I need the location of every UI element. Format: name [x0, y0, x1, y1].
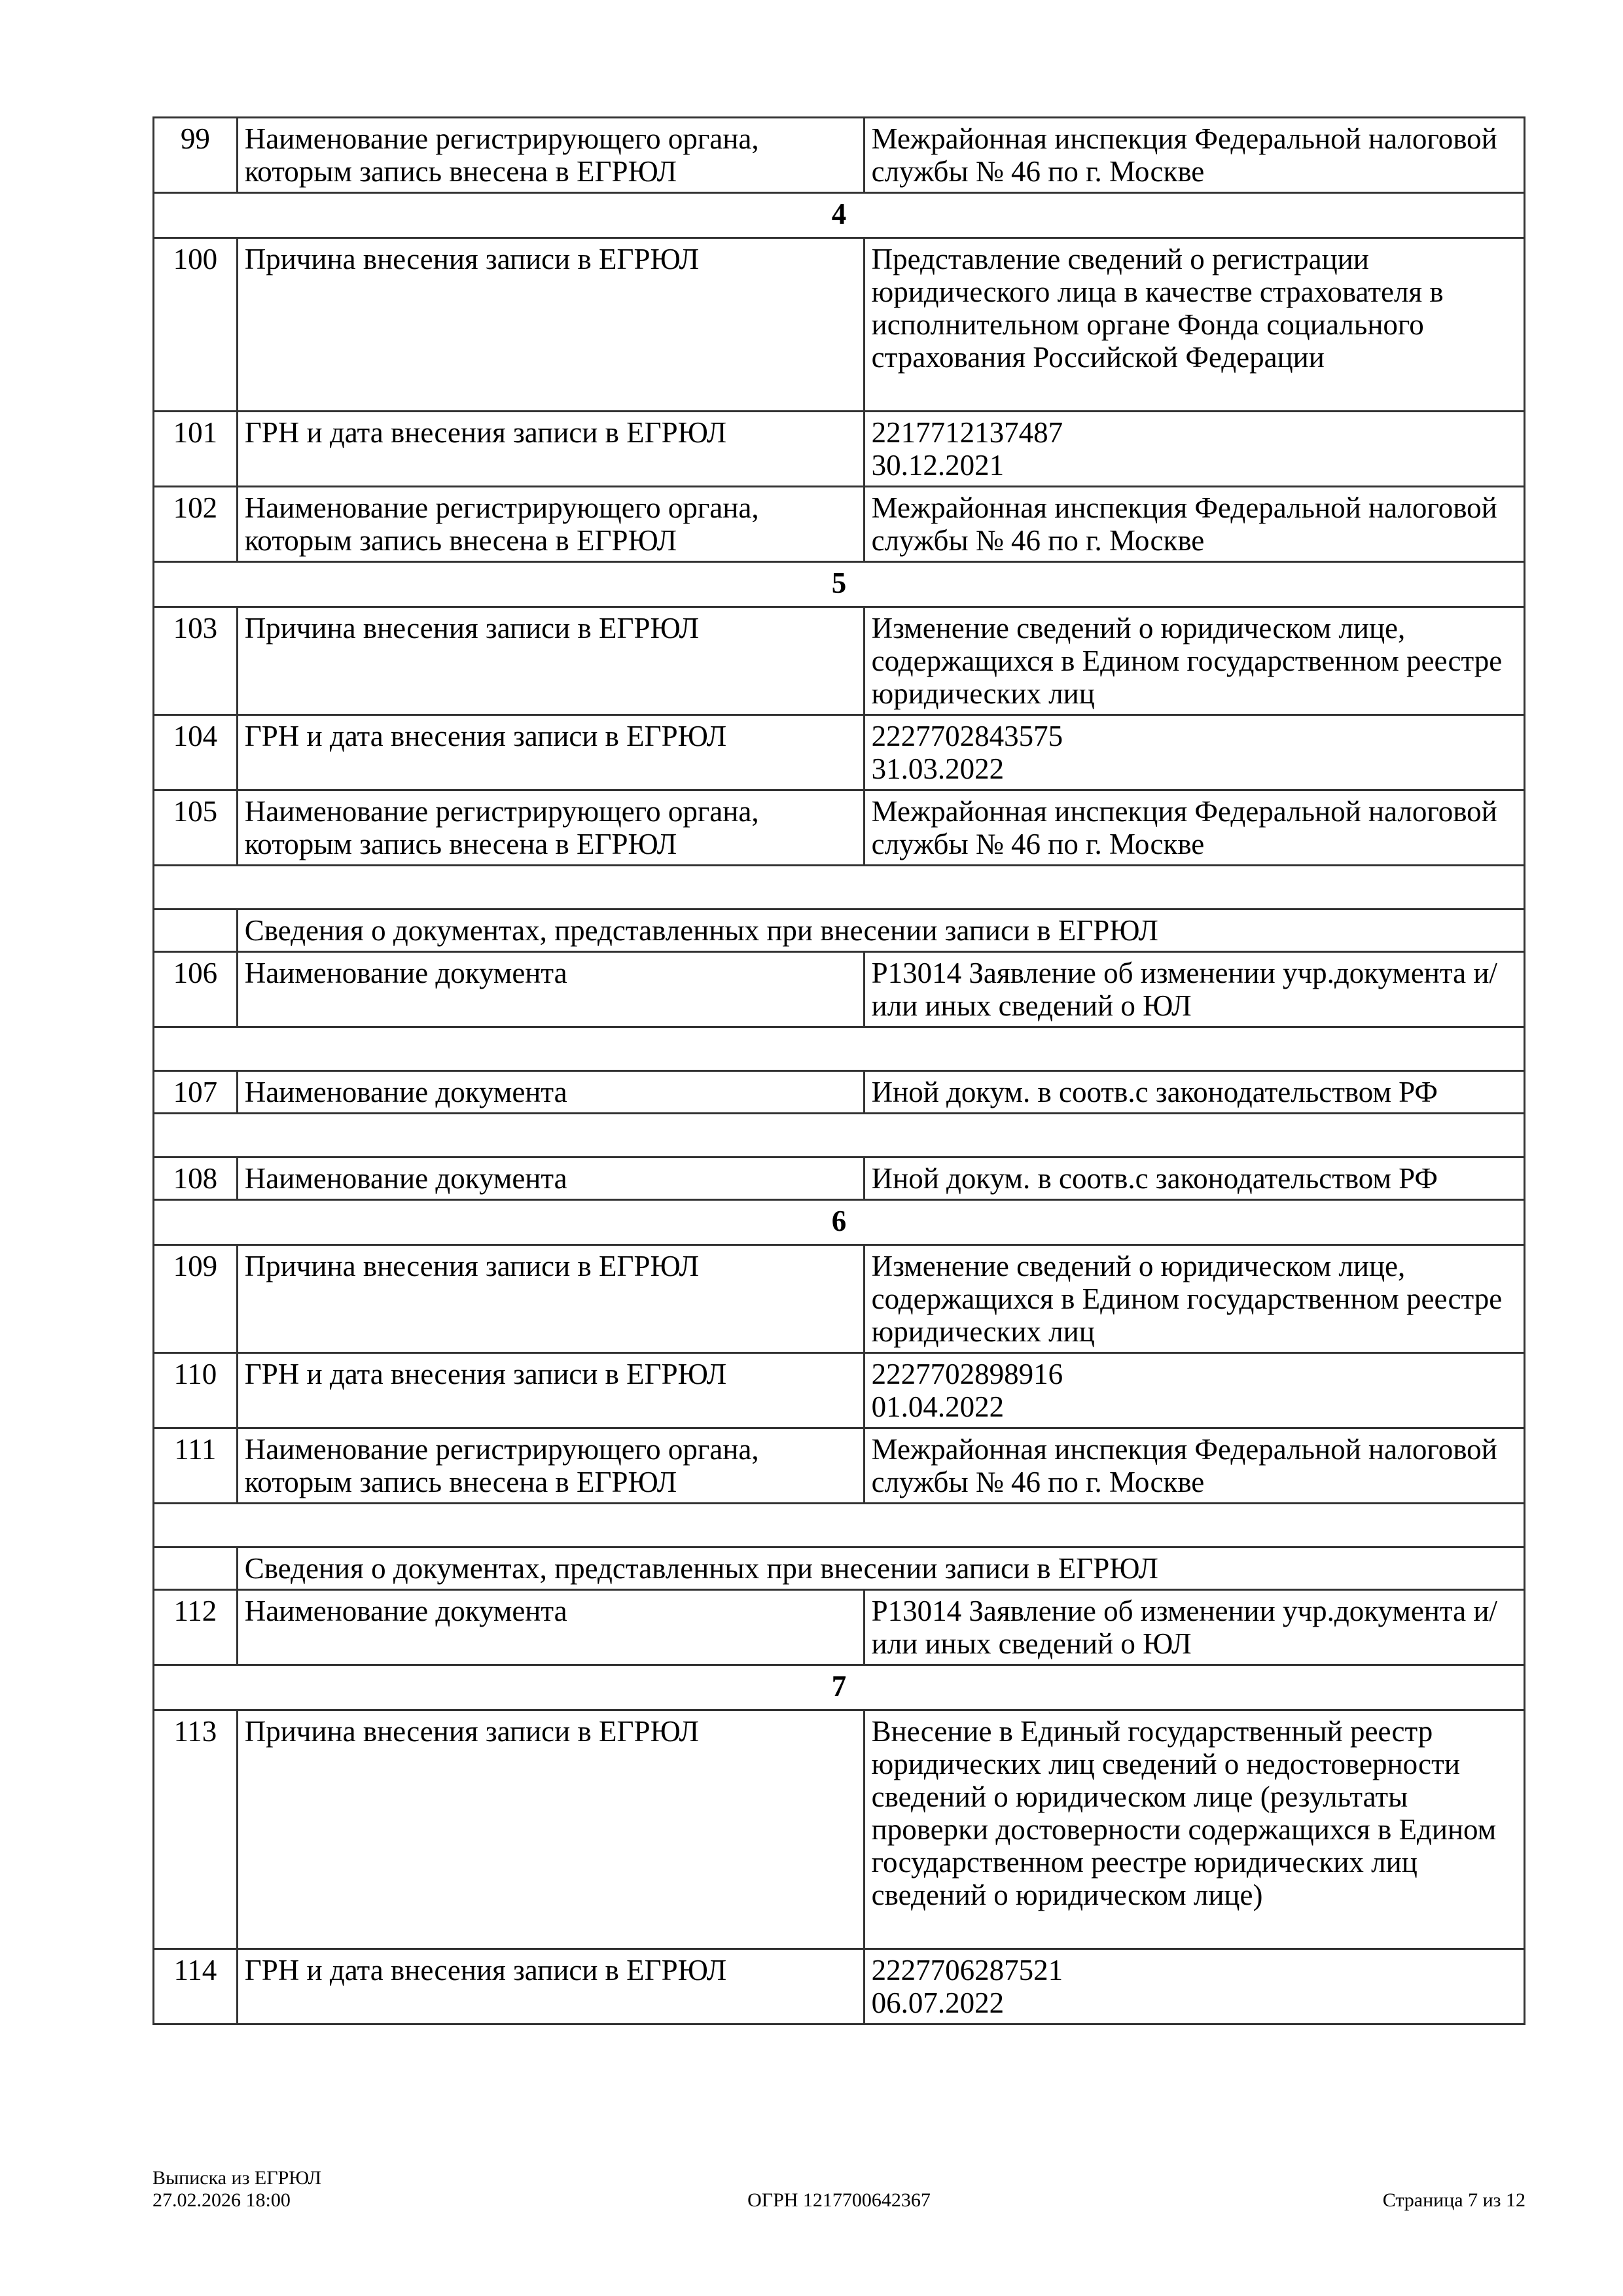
row-number: 104: [154, 715, 238, 790]
value-line: 30.12.2021: [871, 449, 1005, 482]
value-line: 01.04.2022: [871, 1390, 1005, 1423]
value-line: Иной докум. в соотв.с законодательством РФ: [871, 1076, 1438, 1108]
section-row: [154, 562, 1525, 607]
table-row: [154, 1590, 1525, 1665]
table-row: [154, 715, 1525, 790]
value-line: Межрайонная инспекция Федеральной налоговой службы № 46 по г. Москве: [871, 795, 1497, 860]
value-line: Иной докум. в соотв.с законодательством РФ: [871, 1162, 1438, 1195]
egrul-records-table: [152, 116, 1525, 2025]
value-line: Межрайонная инспекция Федеральной налоговой службы № 46 по г. Москве: [871, 491, 1497, 557]
empty-number-cell: [154, 910, 238, 952]
value-line: Представление сведений о регистрации юридического лица в качестве страхователя в исполнительном органе Фонда социального страхования Российской Федерации: [871, 243, 1444, 374]
value-line: Р13014 Заявление об изменении учр.документа и/или иных сведений о ЮЛ: [871, 1595, 1497, 1660]
row-value: [864, 118, 1524, 193]
table-row: [154, 1428, 1525, 1504]
row-label: Наименование документа: [237, 952, 864, 1027]
row-value: [864, 1590, 1524, 1665]
empty-number-cell: [154, 1547, 238, 1590]
row-label: ГРН и дата внесения записи в ЕГРЮЛ: [237, 1353, 864, 1428]
row-value: [864, 790, 1524, 866]
section-number: 6: [154, 1200, 1525, 1245]
blank-cell: [154, 866, 1525, 910]
value-line: 31.03.2022: [871, 752, 1005, 785]
blank-row: [154, 1027, 1525, 1071]
row-value: [864, 715, 1524, 790]
row-label: ГРН и дата внесения записи в ЕГРЮЛ: [237, 1949, 864, 2024]
blank-row: [154, 866, 1525, 910]
section-number: 7: [154, 1665, 1525, 1710]
table-body: [154, 118, 1525, 2024]
row-number: 114: [154, 1949, 238, 2024]
value-line: 2227702843575: [871, 720, 1063, 752]
table-row: [154, 1710, 1525, 1949]
subheader-title: Сведения о документах, представленных при внесении записи в ЕГРЮЛ: [237, 1547, 1524, 1590]
table-row: [154, 1353, 1525, 1428]
row-number: 99: [154, 118, 238, 193]
footer-datetime: 27.02.2026 18:00: [152, 2189, 291, 2211]
row-number: 108: [154, 1157, 238, 1200]
row-value: [864, 1245, 1524, 1353]
row-label: Наименование регистрирующего органа, которым запись внесена в ЕГРЮЛ: [237, 1428, 864, 1504]
subheader-row: [154, 1547, 1525, 1590]
table-row: [154, 952, 1525, 1027]
row-label: ГРН и дата внесения записи в ЕГРЮЛ: [237, 715, 864, 790]
blank-row: [154, 1504, 1525, 1547]
table-row: [154, 487, 1525, 562]
table-row: [154, 238, 1525, 412]
value-line: Изменение сведений о юридическом лице, содержащихся в Едином государственном реестре юридических лиц: [871, 1250, 1503, 1348]
value-line: Межрайонная инспекция Федеральной налоговой службы № 46 по г. Москве: [871, 122, 1497, 188]
footer-ogrn: ОГРН 1217700642367: [747, 2189, 931, 2211]
blank-row: [154, 1114, 1525, 1157]
table-row: [154, 1157, 1525, 1200]
row-value: [864, 1353, 1524, 1428]
row-label: Наименование регистрирующего органа, которым запись внесена в ЕГРЮЛ: [237, 487, 864, 562]
row-label: Наименование регистрирующего органа, которым запись внесена в ЕГРЮЛ: [237, 118, 864, 193]
blank-cell: [154, 1027, 1525, 1071]
row-number: 113: [154, 1710, 238, 1949]
section-number: 5: [154, 562, 1525, 607]
row-value: [864, 238, 1524, 412]
row-label: Причина внесения записи в ЕГРЮЛ: [237, 607, 864, 715]
subheader-row: [154, 910, 1525, 952]
section-number: 4: [154, 193, 1525, 238]
row-label: Наименование документа: [237, 1157, 864, 1200]
blank-cell: [154, 1114, 1525, 1157]
value-line: Изменение сведений о юридическом лице, содержащихся в Едином государственном реестре юридических лиц: [871, 612, 1503, 710]
value-line: 06.07.2022: [871, 1987, 1005, 2019]
row-number: 109: [154, 1245, 238, 1353]
table-row: [154, 1245, 1525, 1353]
value-line: Межрайонная инспекция Федеральной налоговой службы № 46 по г. Москве: [871, 1433, 1497, 1498]
row-number: 106: [154, 952, 238, 1027]
row-number: 100: [154, 238, 238, 412]
section-row: [154, 1200, 1525, 1245]
row-value: [864, 1157, 1524, 1200]
row-label: Наименование документа: [237, 1071, 864, 1114]
row-label: Причина внесения записи в ЕГРЮЛ: [237, 238, 864, 412]
section-row: [154, 193, 1525, 238]
row-number: 103: [154, 607, 238, 715]
row-value: [864, 1071, 1524, 1114]
row-number: 112: [154, 1590, 238, 1665]
value-line: Внесение в Единый государственный реестр юридических лиц сведений о недостоверности сведений о юридическом лице (результаты проверки достоверности содержащихся в Едином государственном реестре юридических лиц сведений о юридическом лице): [871, 1715, 1497, 1911]
row-value: [864, 412, 1524, 487]
row-number: 102: [154, 487, 238, 562]
section-row: [154, 1665, 1525, 1710]
row-label: Причина внесения записи в ЕГРЮЛ: [237, 1245, 864, 1353]
row-label: Наименование регистрирующего органа, которым запись внесена в ЕГРЮЛ: [237, 790, 864, 866]
table-row: [154, 607, 1525, 715]
table-row: [154, 1071, 1525, 1114]
row-value: [864, 487, 1524, 562]
row-value: [864, 1428, 1524, 1504]
footer-doc-title: Выписка из ЕГРЮЛ: [152, 2167, 321, 2189]
value-line: 2227702898916: [871, 1358, 1063, 1390]
footer-page-number: Страница 7 из 12: [1382, 2189, 1525, 2211]
subheader-title: Сведения о документах, представленных при внесении записи в ЕГРЮЛ: [237, 910, 1524, 952]
row-number: 101: [154, 412, 238, 487]
row-label: Наименование документа: [237, 1590, 864, 1665]
row-number: 110: [154, 1353, 238, 1428]
blank-cell: [154, 1504, 1525, 1547]
table-row: [154, 118, 1525, 193]
table-row: [154, 412, 1525, 487]
table-row: [154, 1949, 1525, 2024]
row-label: Причина внесения записи в ЕГРЮЛ: [237, 1710, 864, 1949]
value-line: 2217712137487: [871, 416, 1063, 449]
value-line: Р13014 Заявление об изменении учр.документа и/или иных сведений о ЮЛ: [871, 957, 1497, 1022]
row-value: [864, 607, 1524, 715]
row-number: 111: [154, 1428, 238, 1504]
row-value: [864, 1949, 1524, 2024]
row-number: 105: [154, 790, 238, 866]
row-value: [864, 952, 1524, 1027]
row-number: 107: [154, 1071, 238, 1114]
row-label: ГРН и дата внесения записи в ЕГРЮЛ: [237, 412, 864, 487]
row-value: [864, 1710, 1524, 1949]
table-row: [154, 790, 1525, 866]
value-line: 2227706287521: [871, 1954, 1063, 1987]
